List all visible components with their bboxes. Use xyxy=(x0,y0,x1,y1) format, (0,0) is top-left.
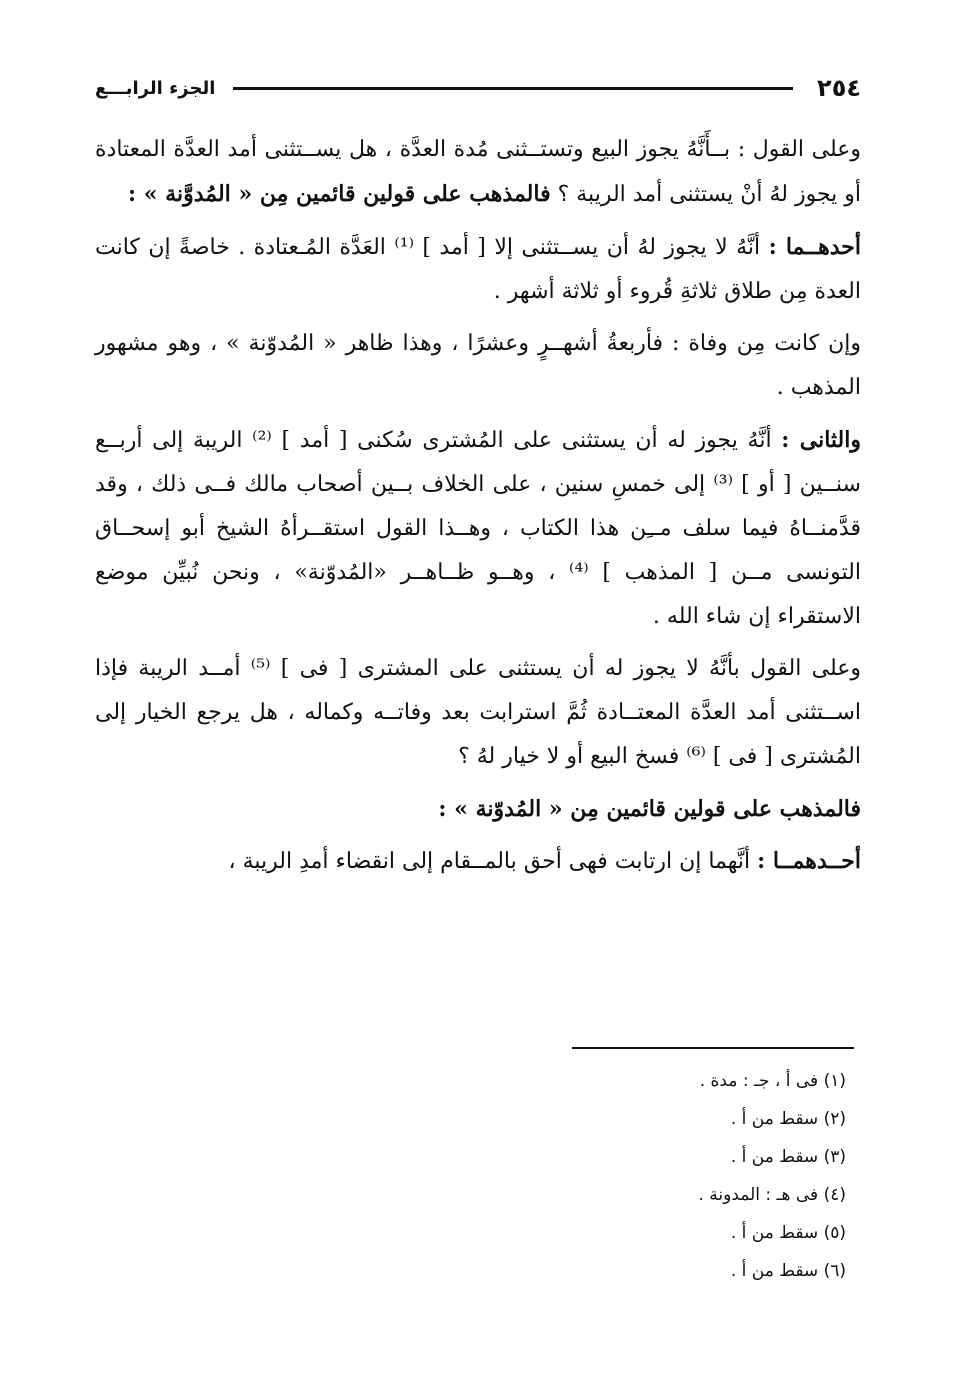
page-header xyxy=(95,68,861,108)
header-rule xyxy=(233,87,793,90)
paragraph-4-text: أنَّهُ يجوز له أن يستثنى على المُشترى سُكنى [ أمد ] ⁽²⁾ الريبة إلى أربــع سنــين [ أو ] ⁽³⁾ إلى خمسِ سنين ، على الخلاف بــين أصحاب مالك فــى ذلك ، وقد قدَّمنــاهُ فيما سلف مــِن هذا الكتاب ، وهــذا القول استقــرأهُ الشيخ أبو إسحــاق التونسى مــن [ المذهب ] ⁽⁴⁾ ، وهــو ظــاهــر «المُدوّنة» ، ونحن نُبيِّن موضع الاستقراء إن شاء الله . xyxy=(95,428,861,629)
footnote-4: (٤) فى هـ : المدونة . xyxy=(698,1185,846,1205)
footnote-3: (٣) سقط من أ . xyxy=(730,1147,846,1167)
paragraph-1-text: وعلى القول : بــأَنَّهُ يجوز البيع وتستــثنى مُدة العدَّة ، هل يســتثنى أمد العدَّة المعتادة أو يجوز لهُ أنْ يستثنى أمد الريبة ؟ xyxy=(95,137,861,207)
footnote-5: (٥) سقط من أ . xyxy=(730,1223,846,1243)
paragraph-3-text: وإن كانت مِن وفاة : فأربعةُ أشهــرٍ وعشرًا ، وهذا ظاهر « المُدوّنة » ، وهو مشهور المذهب . xyxy=(95,331,861,400)
paragraph-2-lead: أحدهــما : xyxy=(768,234,861,260)
paragraph-4 xyxy=(95,418,861,639)
paragraph-7-text: أنَّهما إن ارتابت فهى أحق بالمــقام إلى انقضاء أمدِ الريبة ، xyxy=(228,849,751,874)
footnote-6: (٦) سقط من أ . xyxy=(730,1261,846,1281)
paragraph-2-text: أنَّهُ لا يجوز لهُ أن يســتثنى إلا [ أمد ] ⁽¹⁾ العَدَّة المُـعتادة . خاصةً إن كانت العدة مِن طلاق ثلاثةِ قُروء أو ثلاثة أشهر . xyxy=(95,235,861,304)
running-title: الجزء الرابـــع xyxy=(95,77,216,99)
paragraph-7-lead: أحــدهمــا : xyxy=(757,848,861,874)
footnotes xyxy=(698,1062,846,1290)
paragraph-6: فالمذهب على قولين قائمين مِن « المُدوّنة » : xyxy=(438,796,861,822)
footnote-2: (٢) سقط من أ . xyxy=(730,1109,846,1129)
paragraph-3 xyxy=(95,322,861,410)
paragraph-1-bold: فالمذهب على قولين قائمين مِن « المُدوَّنة » : xyxy=(127,181,551,207)
paragraph-5-text: وعلى القول بأنَّهُ لا يجوز له أن يستثنى على المشترى [ فى ] ⁽⁵⁾ أمــد الريبة فإذا اســتثنى أمد العدَّة المعتــادة ثُمَّ استرابت بعد وفاتــه وكماله ، هل يرجع الخيار إلى المُشترى [ فى ] ⁽⁶⁾ فسخ البيع أو لا خيار لهُ ؟ xyxy=(95,656,862,769)
paragraph-2 xyxy=(95,225,861,314)
page-number: ٢٥٤ xyxy=(817,74,861,102)
footnote-1: (١) فى أ ، جـ : مدة . xyxy=(699,1071,846,1091)
paragraph-4-lead: والثانى : xyxy=(781,427,861,453)
paragraph-5 xyxy=(95,647,861,779)
paragraph-7 xyxy=(95,839,861,884)
paragraph-1 xyxy=(95,128,861,217)
body-text xyxy=(95,128,861,892)
footnote-rule xyxy=(572,1047,854,1049)
